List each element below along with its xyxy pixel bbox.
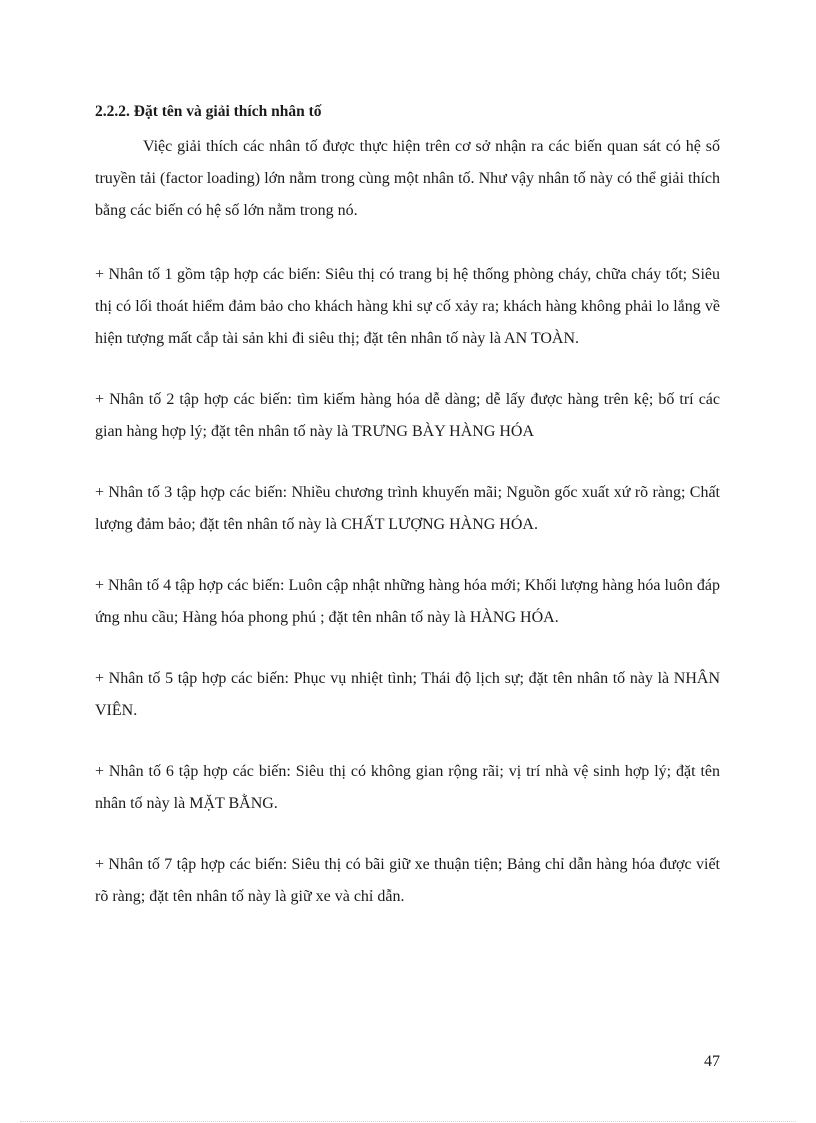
page-bottom-divider [20,1121,796,1122]
page-content [95,100,720,913]
factor-1-paragraph: + Nhân tố 1 gồm tập hợp các biến: Siêu thị có trang bị hệ thống phòng cháy, chữa cháy tốt; Siêu thị có lối thoát hiểm đảm bảo cho khách hàng khi sự cố xảy ra; khách hàng không phải lo lắng về hiện tượng mất cắp tài sản khi đi siêu thị; đặt tên nhân tố này là AN TOÀN. [95,266,720,347]
factor-5-paragraph: + Nhân tố 5 tập hợp các biến: Phục vụ nhiệt tình; Thái độ lịch sự; đặt tên nhân tố này là NHÂN VIÊN. [95,670,720,719]
factor-6-paragraph: + Nhân tố 6 tập hợp các biến: Siêu thị có không gian rộng rãi; vị trí nhà vệ sinh hợp lý; đặt tên nhân tố này là MẶT BẰNG. [95,763,720,812]
intro-paragraph: Việc giải thích các nhân tố được thực hiện trên cơ sở nhận ra các biến quan sát có hệ số truyền tải (factor loading) lớn nằm trong cùng một nhân tố. Như vậy nhân tố này có thể giải thích bằng các biến có hệ số lớn nằm trong nó. [95,138,720,219]
factor-3-paragraph: + Nhân tố 3 tập hợp các biến: Nhiều chương trình khuyến mãi; Nguồn gốc xuất xứ rõ ràng; Chất lượng đảm bảo; đặt tên nhân tố này là CHẤT LƯỢNG HÀNG HÓA. [95,484,720,533]
page-number: 47 [704,1053,720,1070]
factor-4-paragraph: + Nhân tố 4 tập hợp các biến: Luôn cập nhật những hàng hóa mới; Khối lượng hàng hóa luôn đáp ứng nhu cầu; Hàng hóa phong phú ; đặt tên nhân tố này là HÀNG HÓA. [95,577,720,626]
section-heading: 2.2.2. Đặt tên và giải thích nhân tố [95,103,322,120]
factor-2-paragraph: + Nhân tố 2 tập hợp các biến: tìm kiếm hàng hóa dễ dàng; dễ lấy được hàng trên kệ; bố trí các gian hàng hợp lý; đặt tên nhân tố này là TRƯNG BÀY HÀNG HÓA [95,391,720,440]
factor-7-paragraph: + Nhân tố 7 tập hợp các biến: Siêu thị có bãi giữ xe thuận tiện; Bảng chỉ dẫn hàng hóa được viết rõ ràng; đặt tên nhân tố này là giữ xe và chỉ dẫn. [95,856,720,905]
